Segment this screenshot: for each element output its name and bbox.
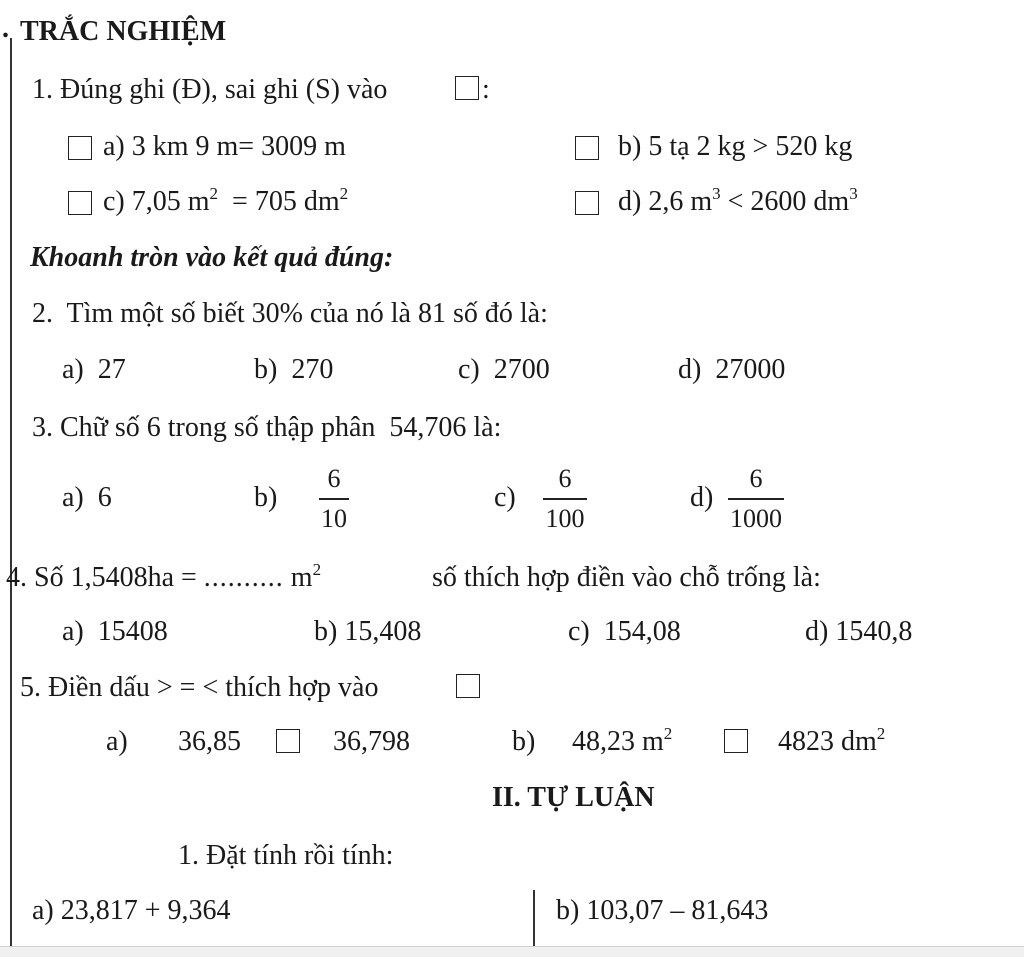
q1b-statement: b) 5 tạ 2 kg > 520 kg: [618, 131, 853, 162]
instruction-circle-answer: Khoanh tròn vào kết quả đúng:: [30, 242, 394, 273]
q3c-fraction-bar: [543, 498, 587, 500]
page-bottom-edge: [0, 946, 1024, 957]
q5b-right-number: 4823 dm: [778, 726, 877, 757]
q5a-label: a): [106, 726, 128, 757]
q3-option-c-label[interactable]: c): [494, 482, 516, 513]
q4-unit: m: [283, 562, 313, 593]
section-title-multiple-choice: TRẮC NGHIỆM: [20, 16, 227, 47]
q4-option-b[interactable]: b) 15,408: [314, 616, 422, 647]
q2-option-c[interactable]: c) 2700: [458, 354, 550, 385]
q4-option-c[interactable]: c) 154,08: [568, 616, 681, 647]
q5b-left-exp: 2: [663, 724, 673, 743]
q5b-label: b): [512, 726, 536, 757]
q3d-numerator: 6: [749, 464, 763, 493]
q1d-right: < 2600 dm: [720, 186, 850, 217]
q1c-right: = 705 dm: [218, 186, 340, 217]
q3-prompt: 3. Chữ số 6 trong số thập phân 54,706 là:: [32, 412, 502, 443]
q5b-left-number: 48,23 m: [572, 726, 664, 757]
q3-option-c-fraction: [535, 466, 595, 532]
task1-a: a) 23,817 + 9,364: [32, 895, 231, 926]
task-column-divider: [533, 890, 535, 946]
section-title-essay: II. TỰ LUẬN: [492, 782, 655, 813]
q5b-compare-box[interactable]: [724, 729, 748, 753]
q5a-left-value: 36,85: [178, 726, 241, 757]
q3c-numerator: 6: [558, 464, 572, 493]
q1c-left-exp: 2: [209, 184, 219, 203]
task1-prompt: 1. Đặt tính rồi tính:: [178, 840, 394, 871]
q4-prompt-end: số thích hợp điền vào chỗ trống là:: [432, 562, 821, 593]
q2-option-d[interactable]: d) 27000: [678, 354, 786, 385]
q5-answer-box-example: [456, 674, 480, 698]
q1-colon: :: [482, 74, 490, 105]
q3-option-b-fraction: [304, 466, 364, 532]
q1d-right-exp: 3: [849, 184, 858, 203]
q1c-statement: [103, 184, 349, 217]
q5a-right-value: 36,798: [333, 726, 410, 757]
q3-option-a[interactable]: a) 6: [62, 482, 112, 513]
q1a-statement: a) 3 km 9 m= 3009 m: [103, 131, 346, 162]
q2-prompt: 2. Tìm một số biết 30% của nó là 81 số đó là:: [32, 298, 548, 329]
q3-option-b-label[interactable]: b): [254, 482, 278, 513]
q1c-checkbox[interactable]: [68, 191, 92, 215]
q3d-fraction-bar: [728, 498, 784, 500]
q3-option-d-fraction: [726, 466, 786, 532]
q1c-left: c) 7,05 m: [103, 186, 210, 217]
q1b-checkbox[interactable]: [575, 136, 599, 160]
left-margin-line: [10, 38, 12, 946]
q3d-denominator: 1000: [730, 504, 782, 533]
task1-b: b) 103,07 – 81,643: [556, 895, 769, 926]
q3c-denominator: 100: [545, 504, 585, 533]
q1-prompt: 1. Đúng ghi (Đ), sai ghi (S) vào: [32, 74, 388, 105]
q4-unit-exp: 2: [312, 560, 322, 579]
q1d-left-exp: 3: [712, 184, 721, 203]
q5a-compare-box[interactable]: [276, 729, 300, 753]
section-marker: .: [2, 13, 9, 44]
q3b-numerator: 6: [327, 464, 341, 493]
q4-option-d[interactable]: d) 1540,8: [805, 616, 913, 647]
q1a-checkbox[interactable]: [68, 136, 92, 160]
q1d-statement: [618, 184, 858, 217]
q3b-denominator: 10: [321, 504, 347, 533]
q4-prompt: [6, 560, 322, 593]
q5b-right-value: [778, 724, 886, 757]
q2-option-a[interactable]: a) 27: [62, 354, 126, 385]
q2-option-b[interactable]: b) 270: [254, 354, 334, 385]
q5-prompt: 5. Điền dấu > = < thích hợp vào: [20, 672, 379, 703]
q1d-checkbox[interactable]: [575, 191, 599, 215]
q4-blank: ..........: [203, 562, 284, 593]
q4-option-a[interactable]: a) 15408: [62, 616, 168, 647]
q1-answer-box-example: [455, 76, 479, 100]
q3-option-d-label[interactable]: d): [690, 482, 714, 513]
q3b-fraction-bar: [319, 498, 349, 500]
q5b-left-value: [572, 724, 673, 757]
q5b-right-exp: 2: [876, 724, 886, 743]
q4-prompt-start: 4. Số 1,5408ha =: [6, 562, 204, 593]
q1c-right-exp: 2: [339, 184, 349, 203]
q1d-left: d) 2,6 m: [618, 186, 713, 217]
